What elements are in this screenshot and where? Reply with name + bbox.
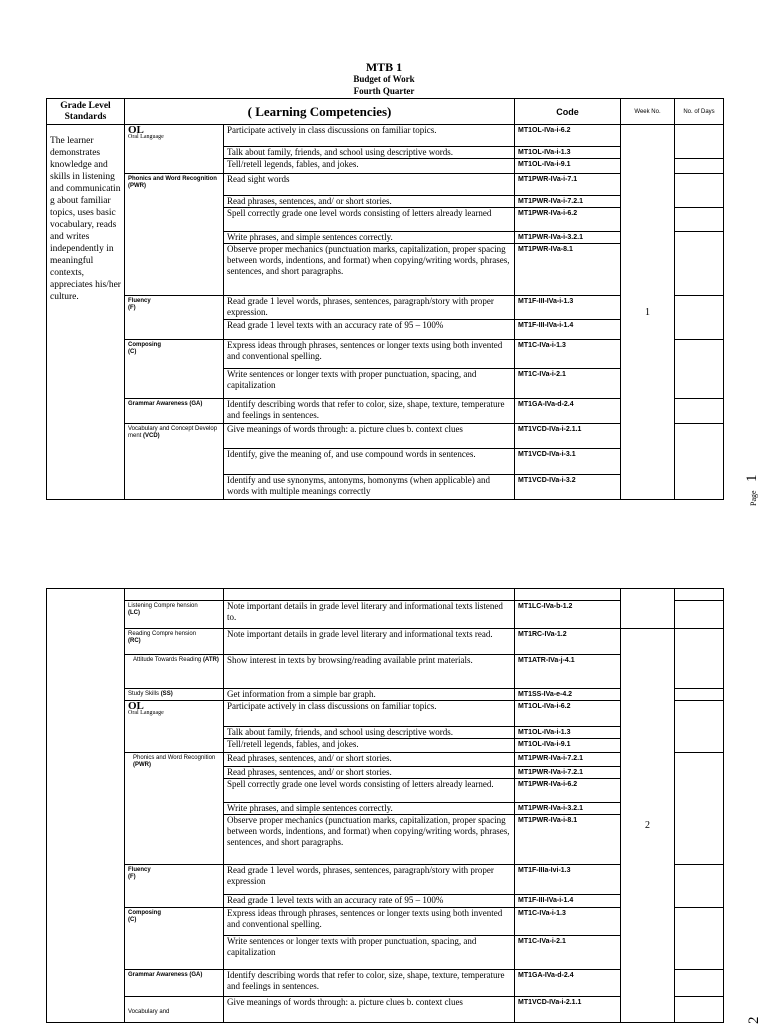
domain-sublabel: (LC) xyxy=(128,610,140,616)
competency-cell: Read grade 1 level words, phrases, sentences, paragraph/story with proper expression xyxy=(224,865,515,895)
col-header-standards: Grade Level Standards xyxy=(47,99,125,125)
competency-cell: Read grade 1 level texts with an accuracy rate of 95 – 100% xyxy=(224,320,515,340)
page-label: Page xyxy=(749,490,758,506)
competency-cell: Participate actively in class discussions on familiar topics. xyxy=(224,125,515,147)
domain-label: Reading Compre hension xyxy=(128,631,197,637)
days-cell xyxy=(675,340,724,399)
code-cell: MT1PWR-IVa-i-8.1 xyxy=(515,815,621,865)
col-header-competencies: ( Learning Competencies) xyxy=(125,99,515,125)
competency-cell: Express ideas through phrases, sentences or longer texts using both invented and conventional spelling. xyxy=(224,908,515,936)
competency-cell: Express ideas through phrases, sentences or longer texts using both invented and conventional spelling. xyxy=(224,340,515,369)
code-cell xyxy=(515,589,621,601)
code-cell: MT1PWR-IVa-i-7.2.1 xyxy=(515,196,621,208)
domain-cell xyxy=(125,340,224,399)
days-cell xyxy=(675,125,724,159)
code-cell: MT1F-IIIa-Ivi-1.3 xyxy=(515,865,621,895)
competency-cell: Give meanings of words through: a. picture clues b. context clues xyxy=(224,997,515,1023)
domain-label: Composing xyxy=(128,342,161,348)
code-cell: MT1C-IVa-i-2.1 xyxy=(515,936,621,970)
days-cell xyxy=(675,208,724,232)
domain-sublabel: (RC) xyxy=(128,638,141,644)
competency-cell: Get information from a simple bar graph. xyxy=(224,689,515,701)
competency-cell: Read sight words xyxy=(224,174,515,196)
domain-cell xyxy=(125,997,224,1023)
code-cell: MT1GA-IVa-d-2.4 xyxy=(515,399,621,424)
domain-label: OL xyxy=(128,124,144,136)
domain-cell xyxy=(125,399,224,424)
domain-cell xyxy=(125,174,224,296)
competency-cell: Write sentences or longer texts with proper punctuation, spacing, and capitalization xyxy=(224,369,515,399)
table-row xyxy=(47,589,724,601)
competency-cell: Tell/retell legends, fables, and jokes. xyxy=(224,159,515,174)
competency-cell: Read phrases, sentences, and/ or short stories. xyxy=(224,767,515,779)
domain-label: Phonics and Word Recognition (PWR) xyxy=(128,176,217,189)
code-cell: MT1C-IVa-i-2.1 xyxy=(515,369,621,399)
domain-sublabel: (ATR) xyxy=(202,657,219,663)
domain-cell xyxy=(125,125,224,174)
code-cell: MT1PWR-IVa-i-7.2.1 xyxy=(515,753,621,767)
days-cell xyxy=(675,865,724,908)
code-cell: MT1SS-IVa-e-4.2 xyxy=(515,689,621,701)
days-cell xyxy=(675,689,724,701)
competency-cell: Talk about family, friends, and school using descriptive words. xyxy=(224,727,515,739)
domain-cell xyxy=(125,589,224,601)
competency-cell: Write phrases, and simple sentences correctly. xyxy=(224,803,515,815)
domain-label: Study Skills xyxy=(128,691,160,697)
competency-cell: Give meanings of words through: a. picture clues b. context clues xyxy=(224,424,515,449)
domain-cell xyxy=(125,655,224,689)
budget-table-page-2 xyxy=(46,588,724,1023)
domain-label: Fluency xyxy=(128,867,151,873)
page-number: 2 xyxy=(746,1016,762,1024)
code-cell: MT1PWR-IVa-i-7.2.1 xyxy=(515,767,621,779)
domain-sublabel: (F) xyxy=(128,874,136,880)
competency-cell: Show interest in texts by browsing/reading available print materials. xyxy=(224,655,515,689)
domain-label: Vocabulary and xyxy=(128,1009,170,1015)
page-number-2 xyxy=(742,996,768,1026)
domain-label: Grammar Awareness (GA) xyxy=(128,401,203,407)
competency-cell: Identify, give the meaning of, and use compound words in sentences. xyxy=(224,449,515,475)
code-cell: MT1PWR-IVa-i-3.2.1 xyxy=(515,803,621,815)
table-row xyxy=(47,125,724,147)
code-cell: MT1GA-IVa-d-2.4 xyxy=(515,970,621,997)
days-cell xyxy=(675,753,724,865)
doc-title: MTB 1 xyxy=(365,60,403,74)
days-cell xyxy=(675,296,724,340)
domain-cell xyxy=(125,753,224,865)
code-cell: MT1OL-IVa-i-6.2 xyxy=(515,125,621,147)
domain-cell xyxy=(125,865,224,908)
days-cell xyxy=(675,997,724,1023)
days-cell xyxy=(675,908,724,970)
competency-cell: Talk about family, friends, and school using descriptive words. xyxy=(224,147,515,159)
col-header-days: No. of Days xyxy=(675,99,724,125)
domain-sublabel: (F) xyxy=(128,305,136,311)
days-cell xyxy=(675,589,724,601)
code-cell: MT1VCD-IVa-i-2.1.1 xyxy=(515,997,621,1023)
domain-sublabel: (PWR) xyxy=(133,762,151,768)
code-cell: MT1PWR-IVa-i-7.1 xyxy=(515,174,621,196)
code-cell: MT1PWR-IVa-i-6.2 xyxy=(515,779,621,803)
code-cell: MT1OL-IVa-i-1.3 xyxy=(515,727,621,739)
days-cell xyxy=(675,174,724,208)
competency-cell xyxy=(224,589,515,601)
competency-cell: Identify and use synonyms, antonyms, homonyms (when applicable) and words with multiple meanings correctly xyxy=(224,475,515,500)
competency-cell: Read grade 1 level words, phrases, sentences, paragraph/story with proper expression. xyxy=(224,296,515,320)
table-row xyxy=(47,629,724,655)
competency-cell: Tell/retell legends, fables, and jokes. xyxy=(224,739,515,753)
code-cell: MT1F-III-IVa-i-1.3 xyxy=(515,296,621,320)
code-cell: MT1OL-IVa-i-1.3 xyxy=(515,147,621,159)
code-cell: MT1PWR-IVa-i-6.2 xyxy=(515,208,621,232)
domain-cell xyxy=(125,296,224,340)
competency-cell: Spell correctly grade one level words consisting of letters already learned. xyxy=(224,779,515,803)
doc-quarter: Fourth Quarter xyxy=(353,86,415,96)
table-header-row xyxy=(47,99,724,125)
domain-cell xyxy=(125,601,224,629)
competency-cell: Observe proper mechanics (punctuation marks, capitalization, proper spacing between words, indentions, and format) when copying/writing words, phrases, sentences, and short paragraphs. xyxy=(224,244,515,296)
domain-sublabel: Oral Language xyxy=(128,710,164,716)
domain-cell xyxy=(125,908,224,970)
domain-sublabel: (SS) xyxy=(160,691,173,697)
code-cell: MT1F-III-IVa-i-1.4 xyxy=(515,320,621,340)
col-header-week: Week No. xyxy=(621,99,675,125)
competency-cell: Write sentences or longer texts with proper punctuation, spacing, and capitalization xyxy=(224,936,515,970)
competency-cell: Read phrases, sentences, and/ or short stories. xyxy=(224,196,515,208)
competency-cell: Note important details in grade level literary and informational texts read. xyxy=(224,629,515,655)
code-cell: MT1C-IVa-i-1.3 xyxy=(515,908,621,936)
domain-label: Composing xyxy=(128,910,161,916)
week-number: 2 xyxy=(621,629,675,1023)
domain-label: Vocabulary and Concept Develop ment xyxy=(128,426,218,439)
code-cell: MT1VCD-IVa-i-2.1.1 xyxy=(515,424,621,449)
code-cell: MT1OL-IVa-i-9.1 xyxy=(515,739,621,753)
domain-label: OL xyxy=(128,700,144,712)
days-cell xyxy=(675,232,724,296)
domain-sublabel: (VCD) xyxy=(143,433,160,439)
competency-cell: Identify describing words that refer to color, size, shape, texture, temperature and feelings in sentences. xyxy=(224,970,515,997)
domain-cell xyxy=(125,424,224,500)
week-number: 1 xyxy=(621,125,675,500)
domain-sublabel: (C) xyxy=(128,349,137,355)
page-number: 1 xyxy=(744,474,760,482)
doc-subtitle: Budget of Work xyxy=(353,74,415,84)
days-cell xyxy=(675,701,724,753)
domain-label: Listening Compre hension xyxy=(128,603,198,609)
domain-sublabel: (C) xyxy=(128,917,137,923)
competency-cell: Write phrases, and simple sentences correctly. xyxy=(224,232,515,244)
competency-cell: Participate actively in class discussions on familiar topics. xyxy=(224,701,515,727)
days-cell xyxy=(675,399,724,424)
domain-label: Fluency xyxy=(128,298,151,304)
col-header-code: Code xyxy=(515,99,621,125)
competency-cell: Spell correctly grade one level words consisting of letters already learned xyxy=(224,208,515,232)
days-cell xyxy=(675,970,724,997)
domain-label: Phonics and Word Recognition xyxy=(133,755,216,761)
competency-cell: Identify describing words that refer to color, size, shape, texture, temperature and feelings in sentences. xyxy=(224,399,515,424)
competency-cell: Read grade 1 level texts with an accuracy rate of 95 – 100% xyxy=(224,895,515,908)
domain-cell xyxy=(125,970,224,997)
code-cell: MT1C-IVa-i-1.3 xyxy=(515,340,621,369)
domain-cell xyxy=(125,701,224,753)
days-cell xyxy=(675,424,724,500)
code-cell: MT1F-III-IVa-i-1.4 xyxy=(515,895,621,908)
competency-cell: Read phrases, sentences, and/ or short stories. xyxy=(224,753,515,767)
code-cell: MT1PWR-IVa-8.1 xyxy=(515,244,621,296)
code-cell: MT1OL-IVa-i-9.1 xyxy=(515,159,621,174)
code-cell: MT1PWR-IVa-i-3.2.1 xyxy=(515,232,621,244)
competency-cell: Note important details in grade level literary and informational texts listened to. xyxy=(224,601,515,629)
code-cell: MT1RC-IVa-1.2 xyxy=(515,629,621,655)
code-cell: MT1OL-IVa-i-6.2 xyxy=(515,701,621,727)
domain-label: Attitude Towards Reading xyxy=(133,657,202,663)
budget-table-page-1 xyxy=(46,98,724,500)
domain-label: Grammar Awareness (GA) xyxy=(128,972,203,978)
week-cell xyxy=(621,589,675,629)
code-cell: MT1VCD-IVa-i-3.2 xyxy=(515,475,621,500)
grade-level-standard-empty xyxy=(47,589,125,1023)
domain-cell xyxy=(125,689,224,701)
code-cell: MT1LC-IVa-b-1.2 xyxy=(515,601,621,629)
days-cell xyxy=(675,601,724,629)
page-number-1 xyxy=(742,470,768,510)
code-cell: MT1ATR-IVa-j-4.1 xyxy=(515,655,621,689)
domain-cell xyxy=(125,629,224,655)
competency-cell: Observe proper mechanics (punctuation marks, capitalization, proper spacing between words, indentions, and format) when copying/writing words, phrases, sentences, and short paragraphs. xyxy=(224,815,515,865)
days-cell xyxy=(675,629,724,689)
code-cell: MT1VCD-IVa-i-3.1 xyxy=(515,449,621,475)
days-cell xyxy=(675,159,724,174)
grade-level-standard: The learner demonstrates knowledge and skills in listening and communicatin g about familiar topics, uses basic vocabulary, reads and writes independently in meaningful contexts, appreciates his/her culture. xyxy=(47,125,125,500)
domain-sublabel: Oral Language xyxy=(128,134,164,140)
